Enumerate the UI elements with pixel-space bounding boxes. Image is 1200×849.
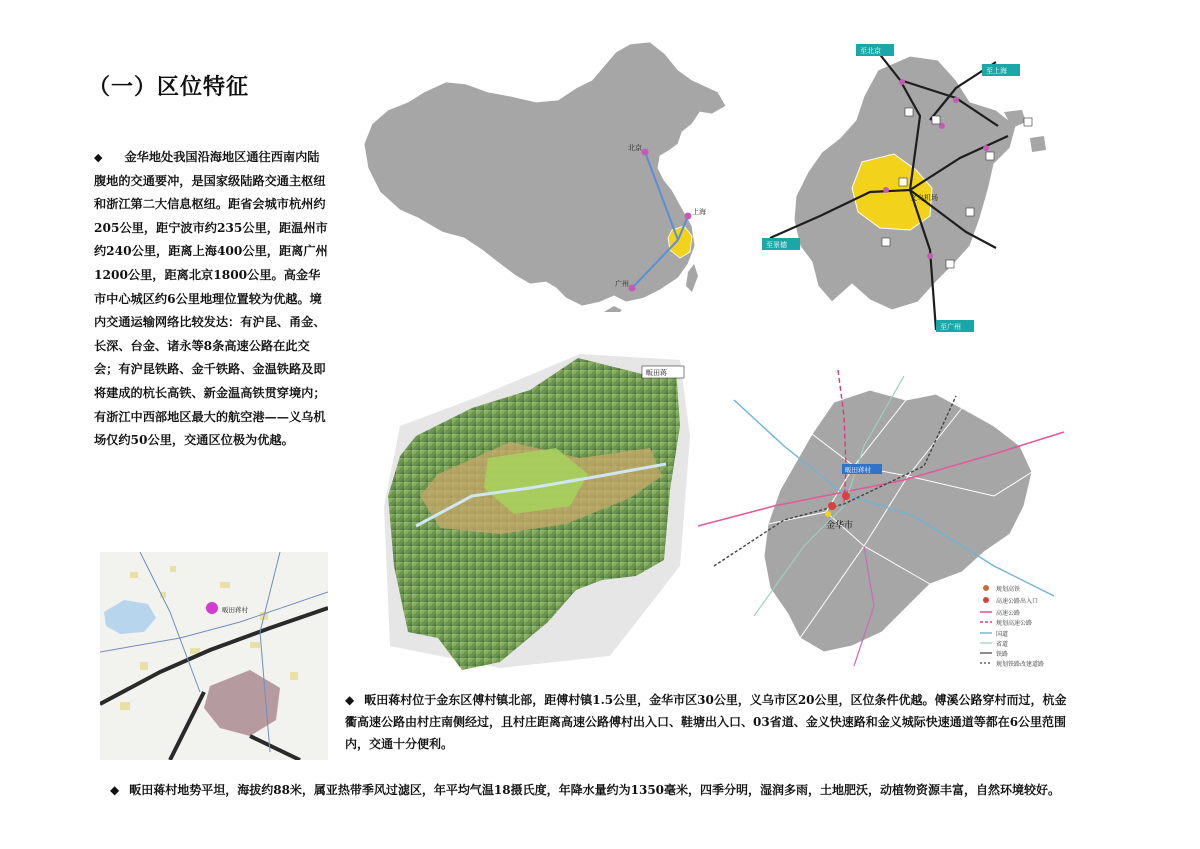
shanghai-marker [685, 213, 692, 220]
village-tag [642, 366, 684, 378]
legend-label: 规划高速公路 [996, 620, 1033, 627]
legend-label: 省道 [996, 641, 1009, 648]
legend-marker-planned-rail [983, 585, 989, 591]
bullet-icon: ◆ [345, 693, 355, 707]
legend-marker-interchange [983, 597, 989, 603]
city-marker [899, 79, 905, 85]
city-marker [927, 253, 933, 259]
china-map [360, 40, 730, 312]
zhejiang-map [760, 40, 1052, 342]
legend-label: 国道 [996, 631, 1009, 638]
shanghai-label: 上海 [692, 208, 706, 216]
village-location-text: 畈田蒋村位于金东区傅村镇北部，距傅村镇1.5公里，金华市区30公里，义乌市区20公里，区位条件优越。傅溪公路穿村而过，杭金衢高速公路由村庄南侧经过，且村庄距离高速公路傅村出入口、鞋塘出入口、03省道、金义快速路和金义城际快速通道等都在6公里范围内，交通十分便利。 [345, 693, 1067, 751]
natural-environment-text: 畈田蒋村地势平坦，海拔约88米，属亚热带季风过滤区，年平均气温18摄氏度，年降水量约为1350毫米，四季分明，湿润多雨，土地肥沃，动植物资源丰富，自然环境较好。 [129, 783, 1061, 797]
bullet-icon: ◆ [94, 151, 103, 164]
airport-label: 义乌机场 [910, 194, 938, 202]
jinhua-marker [883, 187, 889, 193]
svg-text:畈田蒋村: 畈田蒋村 [845, 466, 871, 474]
hainan-island [604, 306, 622, 312]
bullet-icon: ◆ [110, 783, 120, 797]
china-landmass [364, 42, 726, 306]
beijing-label: 北京 [628, 144, 642, 152]
jinhua-city-marker [825, 511, 831, 517]
city-label: 金华市 [826, 521, 854, 531]
guangzhou-marker [629, 285, 636, 292]
village-marker [206, 602, 218, 614]
guangzhou-label: 广州 [615, 280, 629, 288]
location-paragraph-text: 金华地处我国沿海地区通往西南内陆腹地的交通要冲，是国家级陆路交通主枢纽和浙江第二大信息枢纽。距省会城市杭州约205公里，距宁波市约235公里，距温州市约240公里，距离上海400公里，距离广州1200公里，距离北京1800公里。高金华市中心城区约6公里地理位置较为优越。境内交通运输网络比较发达：有沪昆、甬金、长深、台金、诸永等8条高速公路在此交会；有沪昆铁路、金千铁路、金温铁路及即将建成的杭长高铁、新金温高铁贯穿境内；有浙江中西部地区最大的航空港——义乌机场仅约50公里，交通区位极为优越。 [94, 150, 328, 448]
village-label: 畈田蒋村 [222, 606, 248, 614]
svg-text:畈田蒋: 畈田蒋 [646, 369, 667, 377]
interchange-marker [828, 502, 836, 510]
city-marker [953, 97, 959, 103]
legend-label: 高速公路 [996, 610, 1021, 617]
legend-label: 铁路 [996, 651, 1009, 658]
legend-label: 规划高铁 [996, 586, 1021, 593]
map-legend [980, 585, 1044, 668]
interchange-marker [842, 492, 850, 500]
highway-tag-beijing [856, 44, 894, 56]
location-paragraph [94, 146, 330, 453]
legend-label: 规划铁路改建道路 [996, 661, 1045, 668]
svg-text:至广州: 至广州 [940, 323, 961, 331]
taiwan-island [686, 264, 698, 292]
svg-text:至景德: 至景德 [766, 241, 787, 249]
svg-text:至北京: 至北京 [860, 47, 881, 55]
highway-tag-shanghai [982, 64, 1020, 76]
highway-tag-jingde [762, 238, 800, 250]
natural-environment-paragraph [110, 779, 1070, 801]
svg-text:至上海: 至上海 [986, 67, 1007, 75]
village-tag [842, 464, 882, 474]
local-site-map [100, 552, 328, 760]
region-map [694, 356, 1084, 674]
legend-label: 高速公路出入口 [996, 598, 1039, 605]
terrain-map [380, 346, 710, 670]
village-location-paragraph [345, 689, 1073, 755]
beijing-marker [642, 149, 649, 156]
highway-tag-guangzhou [936, 320, 974, 332]
local-map-background [100, 552, 328, 760]
section-title: （一）区位特征 [88, 75, 250, 100]
city-marker [983, 145, 989, 151]
